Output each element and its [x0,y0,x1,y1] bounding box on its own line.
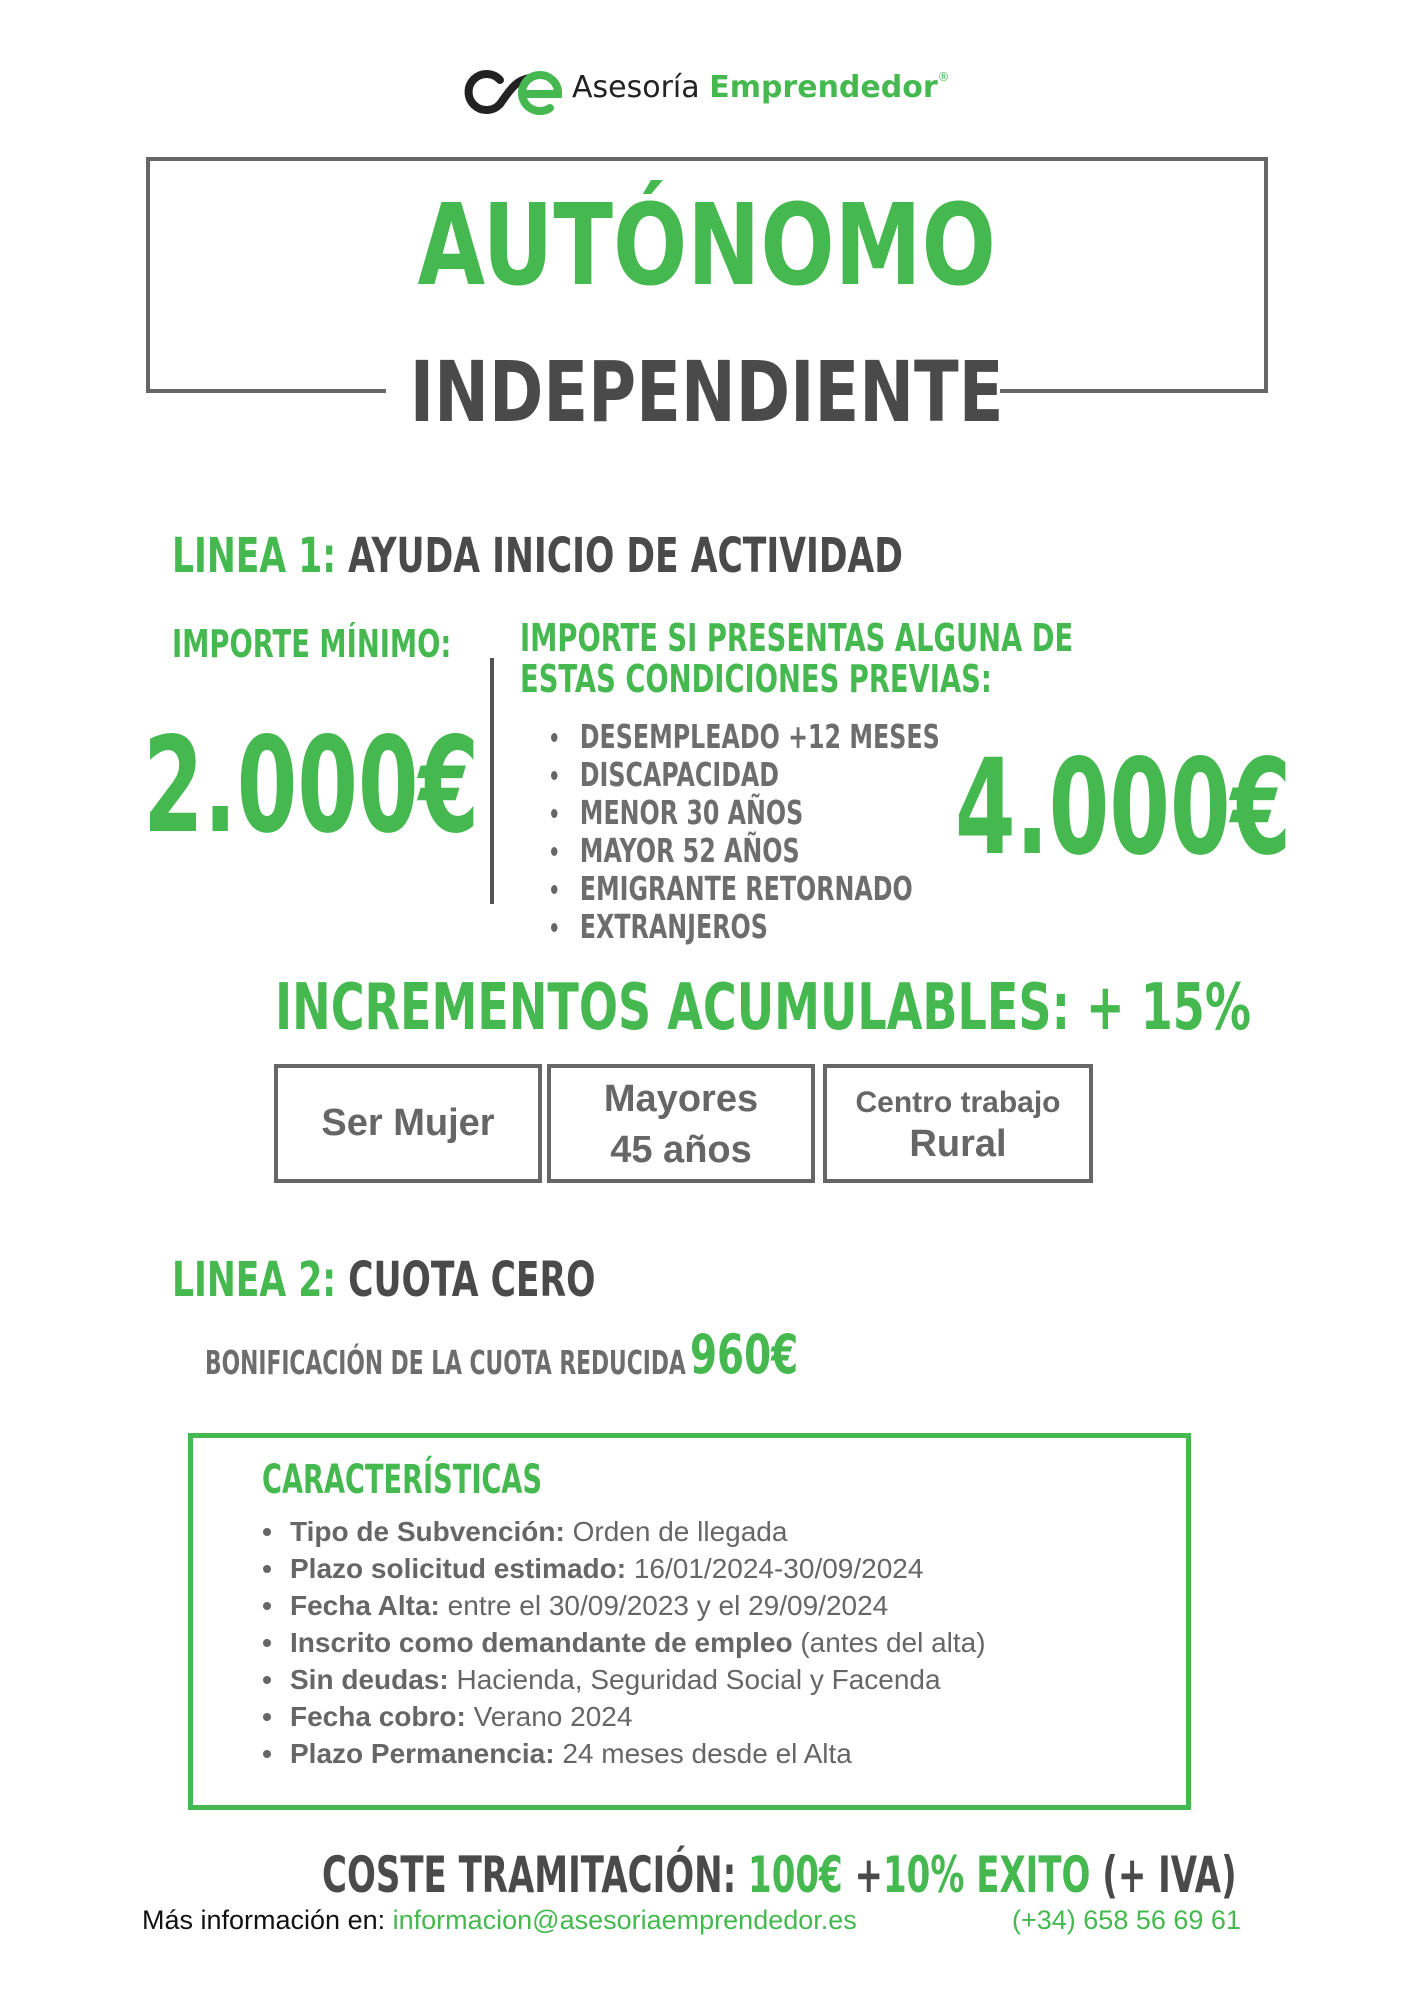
incremento-box-rural: Centro trabajo Rural [823,1064,1093,1183]
linea1-heading: LINEA 1: AYUDA INICIO DE ACTIVIDAD [172,528,903,584]
list-item: Fecha cobro: Verano 2024 [290,1698,986,1735]
condition-item: EXTRANJEROS [551,908,940,946]
linea2-heading: LINEA 2: CUOTA CERO [172,1252,596,1308]
condition-item: DISCAPACIDAD [551,756,940,794]
coste-tramitacion: COSTE TRAMITACIÓN: 100€ +10% EXITO (+ IVA) [322,1846,1237,1904]
page-title: AUTÓNOMO [417,181,997,311]
condition-item: MAYOR 52 AÑOS [551,832,940,870]
incremento-box-mayores: Mayores 45 años [547,1064,815,1183]
email-link[interactable]: informacion@asesoriaemprendedor.es [392,1905,857,1935]
phone-link[interactable]: (+34) 658 56 69 61 [1012,1905,1241,1935]
list-item: Fecha Alta: entre el 30/09/2023 y el 29/09/2024 [290,1587,986,1624]
importe-minimo-amount: 2.000€ [143,709,480,863]
incrementos-heading: INCREMENTOS ACUMULABLES: + 15% [275,971,1251,1045]
column-divider [490,658,494,904]
caracteristicas-title: CARACTERÍSTICAS [262,1457,543,1503]
condition-item: EMIGRANTE RETORNADO [551,870,940,908]
condition-item: DESEMPLEADO +12 MESES [551,718,940,756]
bonificacion-amount: 960€ [690,1323,799,1386]
caracteristicas-list [290,1513,986,1772]
list-item: Inscrito como demandante de empleo (antes del alta) [290,1624,986,1661]
condition-item: MENOR 30 AÑOS [551,794,940,832]
list-item: Tipo de Subvención: Orden de llegada [290,1513,986,1550]
list-item: Sin deudas: Hacienda, Seguridad Social y Facenda [290,1661,986,1698]
importe-maximo-amount: 4.000€ [955,731,1292,885]
frame-top [146,157,1268,161]
condiciones-list [551,718,940,946]
condiciones-label: IMPORTE SI PRESENTAS ALGUNA DE ESTAS CONDICIONES PREVIAS: [520,616,1074,702]
incremento-box-mujer: Ser Mujer [274,1064,542,1183]
page-subtitle: INDEPENDIENTE [410,343,1004,441]
ae-infinity-logo-icon [464,66,564,118]
list-item: Plazo Permanencia: 24 meses desde el Alta [290,1735,986,1772]
bonificacion-label: BONIFICACIÓN DE LA CUOTA REDUCIDA [205,1343,686,1382]
list-item: Plazo solicitud estimado: 16/01/2024-30/09/2024 [290,1550,986,1587]
footer-info: Más información en: informacion@asesoriaemprendedor.es [142,1905,857,1935]
importe-minimo-label: IMPORTE MÍNIMO: [172,622,452,666]
brand-name: Asesoría Emprendedor® [572,70,950,105]
